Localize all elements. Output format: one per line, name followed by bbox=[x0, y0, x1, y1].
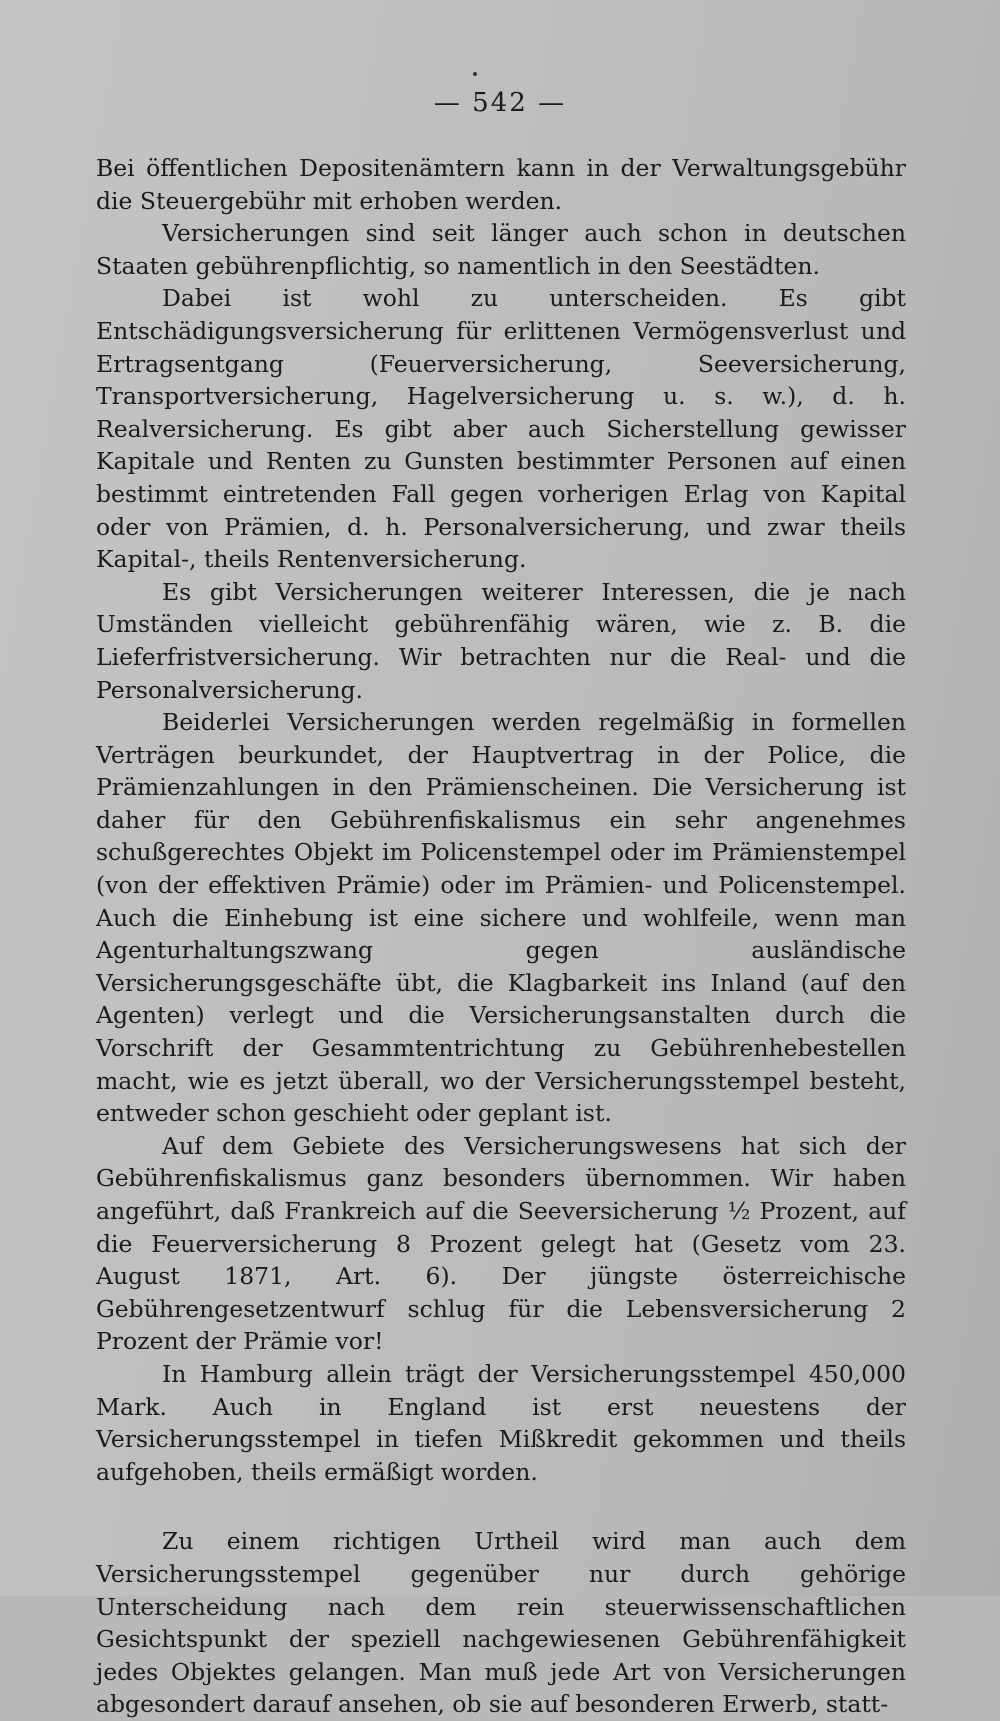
paragraph-depositenaemter: Bei öffentlichen Depositenämtern kann in der Verwaltungsgebühr die Steuergebühr mit erhoben werden. bbox=[96, 154, 906, 215]
paragraph-richtiges-urtheil: Zu einem richtigen Urtheil wird man auch dem Versicherungsstempel gegenüber nur durch gehörige Unterscheidung nach dem rein steuerwissenschaftlichen Gesichtspunkt der speziell nachgewiesenen Gebührenfähigkeit jedes Objektes gelangen. Man muß jede Art von Versicherungen abgesondert darauf ansehen, ob sie auf besonderen Erwerb, statt- bbox=[96, 1527, 906, 1719]
paragraph-gebuehrenfiskalismus: Auf dem Gebiete des Versicherungswesens hat sich der Gebührenfiskalismus ganz besonders übernommen. Wir haben angeführt, daß Frankreich auf die Seeversicherung ½ Prozent, auf die Feuerversicherung 8 Prozent gelegt hat (Gesetz vom 23. August 1871, Art. 6). Der jüngste österreichische Gebührengesetzentwurf schlug für die Lebensversicherung 2 Prozent der Prämie vor! bbox=[96, 1131, 906, 1356]
section-gap bbox=[96, 1488, 906, 1525]
paragraph-versicherungen: Versicherungen sind seit länger auch schon in deutschen Staaten gebührenpflichtig, so namentlich in den Seestädten. bbox=[96, 219, 906, 280]
paragraph-hamburg: In Hamburg allein trägt der Versicherungsstempel 450,000 Mark. Auch in England ist erst neuestens der Versicherungsstempel in tiefen Mißkredit gekommen und theils aufgehoben, theils ermäßigt worden. bbox=[96, 1359, 906, 1486]
ink-speck bbox=[473, 72, 477, 76]
paragraph-unterscheidung: Dabei ist wohl zu unterscheiden. Es gibt Entschädigungsversicherung für erlittenen Vermögensverlust und Ertragsentgang (Feuerversicherung, Seeversicherung, Transportversicherung, Hagelversicherung u. s. w.), d. h. Realversicherung. Es gibt aber auch Sicherstellung gewisser Kapitale und Renten zu Gunsten bestimmter Personen auf einen bestimmt eintretenden Fall gegen vorherigen Erlag von Kapital oder von Prämien, d. h. Personalversicherung, und zwar theils Kapital-, theils Rentenversicherung. bbox=[96, 284, 906, 574]
paragraph-weitere-interessen: Es gibt Versicherungen weiterer Interessen, die je nach Umständen vielleicht gebührenfähig wären, wie z. B. die Lieferfristversicherung. Wir betrachten nur die Real- und die Personalversicherung. bbox=[96, 577, 906, 704]
body-text bbox=[96, 152, 906, 1721]
paragraph-beiderlei: Beiderlei Versicherungen werden regelmäßig in formellen Verträgen beurkundet, der Hauptvertrag in der Police, die Prämienzahlungen in den Prämienscheinen. Die Versicherung ist daher für den Gebührenfiskalismus ein sehr angenehmes schußgerechtes Objekt im Policenstempel oder im Prämienstempel (von der effektiven Prämie) oder im Prämien- und Policenstempel. Auch die Einhebung ist eine sichere und wohlfeile, wenn man Agenturhaltungszwang gegen ausländische Versicherungsgeschäfte übt, die Klagbarkeit ins Inland (auf den Agenten) verlegt und die Versicherungsanstalten durch die Vorschrift der Gesammtentrichtung zu Gebührenhebestellen macht, wie es jetzt überall, wo der Versicherungsstempel besteht, entweder schon geschieht oder geplant ist. bbox=[96, 708, 906, 1128]
page-number: — 542 — bbox=[433, 88, 567, 118]
